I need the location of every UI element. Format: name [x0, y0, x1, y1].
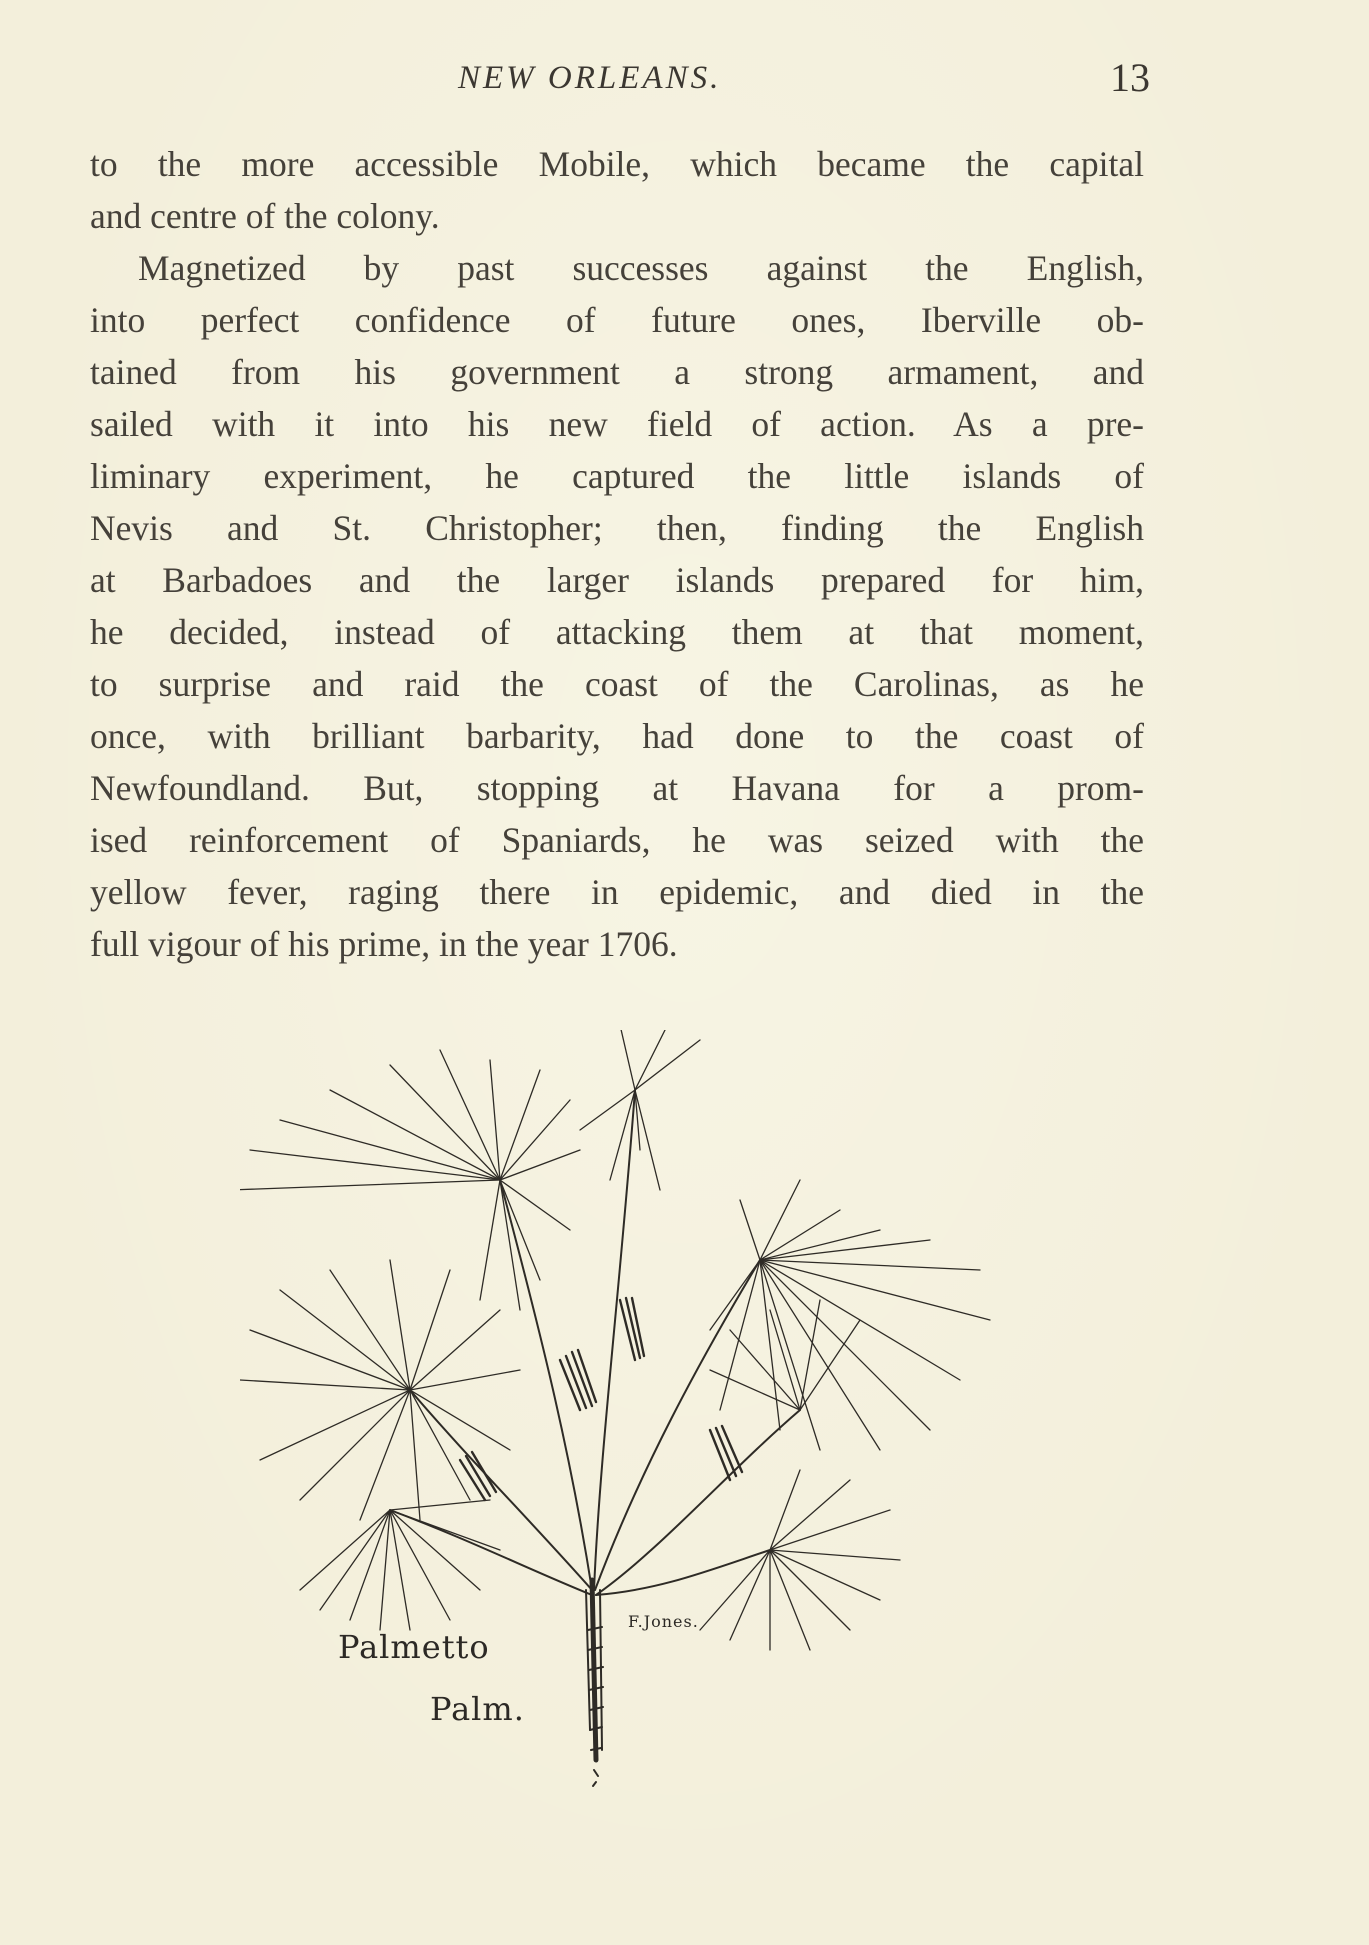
- illustration-caption-line-2: Palm.: [430, 1690, 525, 1728]
- page-number: 13: [1110, 55, 1150, 100]
- palm-frond-left: [240, 1260, 520, 1520]
- text-line: Magnetized by past successes against the English,: [138, 248, 1144, 288]
- palm-frond-center: [580, 1030, 700, 1190]
- palm-frond-lower-left: [300, 1500, 500, 1630]
- illustration-caption-line-1: Palmetto: [338, 1628, 490, 1666]
- text-line: sailed with it into his new field of action. As a pre-: [90, 404, 1144, 444]
- paragraph: [90, 138, 1144, 242]
- text-line: tained from his government a strong armament, and: [90, 352, 1144, 392]
- running-head: [0, 52, 1369, 102]
- text-line: and centre of the colony.: [90, 196, 440, 236]
- palm-frond-top: [240, 1050, 580, 1310]
- text-line: yellow fever, raging there in epidemic, and died in the: [90, 872, 1144, 912]
- text-line: ised reinforcement of Spaniards, he was seized with the: [90, 820, 1144, 860]
- body-text: [90, 138, 1144, 970]
- text-line: Newfoundland. But, stopping at Havana for a prom-: [90, 768, 1144, 808]
- palm-tree-illustration: [240, 1030, 1020, 1810]
- palm-trunk: [586, 1580, 603, 1786]
- text-line: he decided, instead of attacking them at that moment,: [90, 612, 1144, 652]
- text-line: once, with brilliant barbarity, had done to the coast of: [90, 716, 1144, 756]
- artist-signature: F.Jones.: [628, 1612, 699, 1631]
- text-line: full vigour of his prime, in the year 1706.: [90, 924, 678, 964]
- palm-frond-right-center: [710, 1300, 860, 1410]
- text-line: into perfect confidence of future ones, Iberville ob-: [90, 300, 1144, 340]
- text-line: to the more accessible Mobile, which became the capital: [90, 144, 1144, 184]
- text-line: Nevis and St. Christopher; then, finding the English: [90, 508, 1144, 548]
- running-title: NEW ORLEANS.: [458, 60, 722, 96]
- text-line: liminary experiment, he captured the little islands of: [90, 456, 1144, 496]
- text-line: to surprise and raid the coast of the Carolinas, as he: [90, 664, 1144, 704]
- paragraph: [90, 242, 1144, 970]
- palm-frond-lower-right: [700, 1470, 900, 1650]
- palm-frond-right: [710, 1180, 990, 1450]
- text-line: at Barbadoes and the larger islands prepared for him,: [90, 560, 1144, 600]
